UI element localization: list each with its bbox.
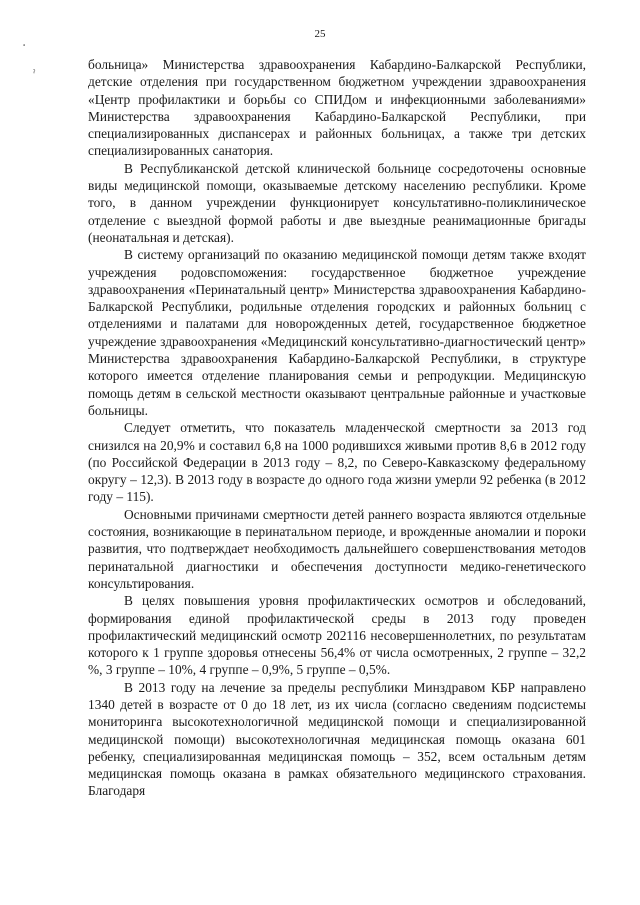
paragraph-maternity-system: В систему организаций по оказанию медицинской помощи детям также входят учреждения родовспоможения: государственное бюджетное учреждение здравоохранения «Перинатальный центр» Министерства здравоохранения Кабардино-Балкарской Республики, родильные отделения городских и районных больниц с отделениями и палатами для новорожденных детей, государственное бюджетное учреждение здравоохранения «Медицинский консультативно-диагностический центр» Министерства здравоохранения Кабардино-Балкарской Республики, в структуре которого имеется отделение планирования семьи и репродукции. Медицинскую помощь детям в сельской местности оказывают центральные районные и участковые больницы. [88, 247, 586, 418]
paragraph-children-hospital: В Республиканской детской клинической больнице сосредоточены основные виды медицинской помощи, оказываемые детскому населению республики. Кроме того, в данном учреждении функционирует консультативно-поликлиническое отделение с выездной формой работы и две выездные реанимационные бригады (неонатальная и детская). [88, 160, 586, 245]
paragraph-treatment-outside: В 2013 году на лечение за пределы республики Минздравом КБР направлено 1340 детей в возрасте от 0 до 18 лет, из их числа (согласно сведениям подсистемы мониторинга высокотехнологичной медицинской помощи и специализированной медицинской помощи) высокотехнологичная медицинская помощь оказана 601 ребенку, специализированная медицинская помощь – 352, всем остальным детям медицинская помощь оказана в рамках обязательного медицинского страхования. Благодаря [88, 679, 586, 799]
margin-mark: ˀ [33, 68, 36, 78]
paragraph-preventive-exams: В целях повышения уровня профилактических осмотров и обследований, формирования единой профилактической среды в 2013 году проведен профилактический медицинский осмотр 202116 несовершеннолетних, по результатам которого к 1 группе здоровья отнесены 56,4% от числа осмотренных, 2 группе – 32,2 %, 3 группе – 10%, 4 группе – 0,9%, 5 группе – 0,5%. [88, 593, 586, 678]
page-number: 25 [314, 28, 326, 40]
paragraph-continuation: больница» Министерства здравоохранения Кабардино-Балкарской Республики, детские отделения при государственном бюджетном учреждении здравоохранения «Центр профилактики и борьбы со СПИДом и инфекционными заболеваниями» Министерства здравоохранения Кабардино-Балкарской Республики, при специализированных диспансерах и районных больницах, а также три детских специализированных санатория. [88, 57, 586, 159]
paragraph-mortality-causes: Основными причинами смертности детей раннего возраста являются отдельные состояния, возникающие в перинатальном периоде, и врожденные аномалии и пороки развития, что подтверждает необходимость дальнейшего совершенствования методов перинатальной диагностики и обеспечения доступности медико-генетического консультирования. [88, 506, 586, 591]
body-text [88, 56, 586, 800]
paragraph-infant-mortality: Следует отметить, что показатель младенческой смертности за 2013 год снизился на 20,9% и составил 6,8 на 1000 родившихся живыми против 8,6 в 2012 году (по Российской Федерации в 2013 году – 8,2, по Северо-Кавказскому федеральному округу – 12,3). В 2013 году в возрасте до одного года жизни умерли 92 ребенка (в 2012 году – 115). [88, 420, 586, 505]
